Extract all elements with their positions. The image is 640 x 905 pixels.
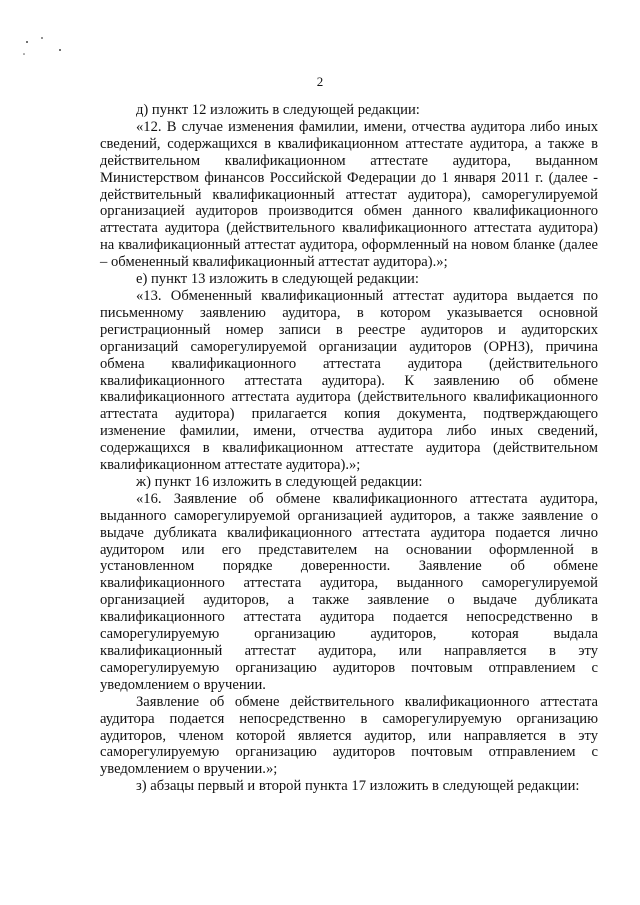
paragraph-point-16: «16. Заявление об обмене квалификационного аттестата аудитора, выданного саморегулируемой организацией аудиторов, а также заявление о выдаче дубликата квалификационного аттестата аудитора подается лично аудитором или его представителем на основании оформленной в установленном порядке доверенности. Заявление об обмене квалификационного аттестата аудитора, выданного саморегулируемой организацией аудиторов, а также заявление о выдаче дубликата квалификационного аттестата аудитора подается непосредственно в саморегулируемую организацию аудиторов, которая выдала квалификационный аттестат аудитора, или направляется в эту саморегулируемую организацию аудиторов почтовым отправлением с уведомлением о вручении. <box>100 490 598 693</box>
page-number: 2 <box>316 74 324 89</box>
document-body <box>100 102 598 795</box>
paragraph-point-16-second: Заявление об обмене действительного квалификационного аттестата аудитора подается непосредственно в саморегулируемую организацию аудиторов, членом которой является аудитор, или направляется в эту саморегулируемую организацию аудиторов почтовым отправлением с уведомлением о вручении.»; <box>100 693 598 778</box>
paragraph-item-d: д) пункт 12 изложить в следующей редакции: <box>136 102 420 118</box>
paragraph-item-e: е) пункт 13 изложить в следующей редакции: <box>136 271 419 288</box>
paragraph-point-12: «12. В случае изменения фамилии, имени, отчества аудитора либо иных сведений, содержащихся в квалификационном аттестате аудитора, а также в действительном квалификационном аттестате аудитора, выданном Министерством финансов Российской Федерации до 1 января 2011 г. (далее - действительный квалификационный аттестат аудитора), саморегулируемой организацией аудиторов производится обмен данного квалификационного аттестата аудитора (действительного квалификационного аттестата аудитора) на квалификационный аттестат аудитора, оформленный на новом бланке (далее – обмененный квалификационный аттестат аудитора).»; <box>100 118 598 271</box>
paragraph-item-zh: ж) пункт 16 изложить в следующей редакции: <box>136 473 423 490</box>
paragraph-point-13: «13. Обмененный квалификационный аттестат аудитора выдается по письменному заявлению аудитора, в котором указывается основной регистрационный номер записи в реестре аудиторов и аудиторских организаций саморегулируемой организации аудиторов (ОРНЗ), причина обмена квалификационного аттестата аудитора (действительного квалификационного аттестата аудитора). К заявлению об обмене квалификационного аттестата аудитора (действительного квалификационного аттестата аудитора) прилагается копия документа, подтверждающего изменение фамилии, имени, отчества аудитора либо иных сведений, содержащихся в квалификационном аттестате аудитора (действительном квалификационном аттестате аудитора).»; <box>100 287 598 474</box>
paragraph-item-z: з) абзацы первый и второй пункта 17 изложить в следующей редакции: <box>136 778 580 795</box>
scan-specks <box>0 0 80 70</box>
